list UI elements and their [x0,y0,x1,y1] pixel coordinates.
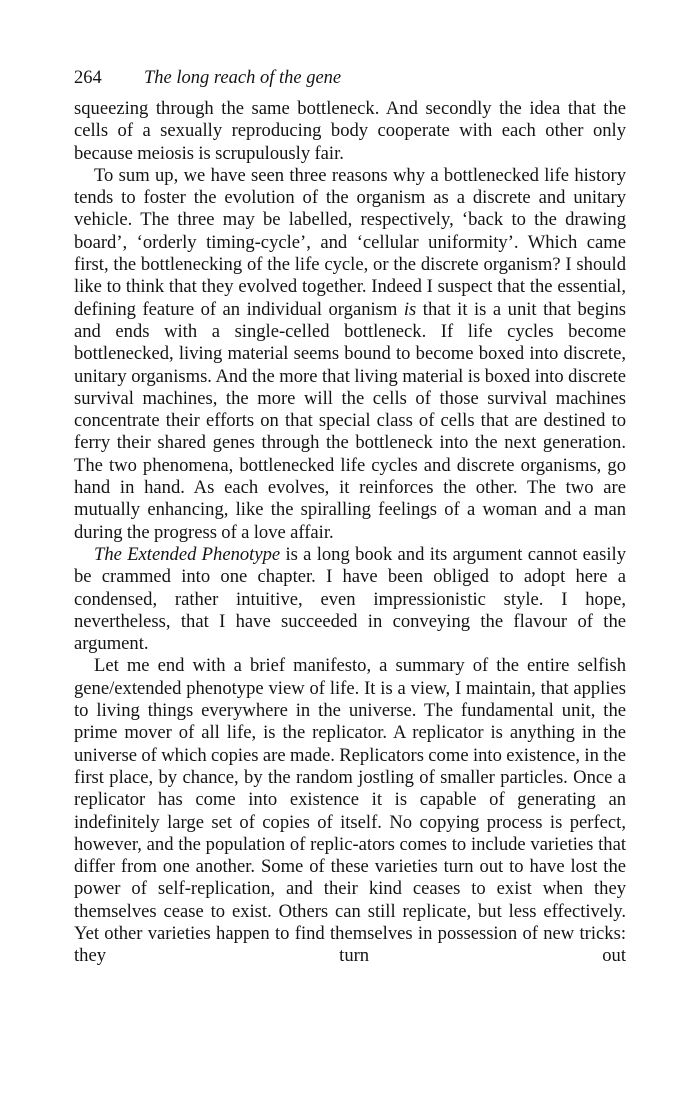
paragraph-text: squeezing through the same bottleneck. And secondly the idea that the cells of a sexually reproducing body cooperate with each other only because meiosis is scrupulously fair. [74,98,626,164]
paragraph-3 [74,544,626,655]
paragraph-text: is a long book and its argument cannot easily be crammed into one chapter. I have been obliged to adopt here a condensed, rather intuitive, even impressionistic style. I hope, nevertheless, that I have succeeded in conveying the flavour of the argument. [74,543,626,655]
paragraph-text: that it is a unit that begins and ends with a single-celled bottleneck. If life cycles become bottlenecked, living material seems bound to become boxed into discrete, unitary organisms. And the more that living material is boxed into discrete survival machines, the more will the cells of those survival machines concentrate their efforts on that special class of cells that are destined to ferry their shared genes through the bottleneck into the next generation. The two phenomena, bottlenecked life cycles and discrete organisms, go hand in hand. As each evolves, it reinforces the other. The two are mutually enhancing, like the spiralling feelings of a woman and a man during the progress of a love affair. [74,298,626,543]
page-number: 264 [74,68,102,88]
paragraph-text: Let me end with a brief manifesto, a summary of the entire selfish gene/extended phenotype view of life. It is a view, I maintain, that applies to living things everywhere in the universe. The fundamental unit, the prime mover of all life, is the replicator. A replicator is anything in the universe of which copies are made. Replicators come into existence, in the first place, by chance, by the random jostling of smaller particles. Once a replicator has come into existence it is capable of generating an indefinitely large set of copies of itself. No copying process is perfect, however, and the population of replic-ators comes to include varieties that differ from one another. Some of these varieties turn out to have lost the power of self-replication, and their kind ceases to exist when they themselves cease to exist. Others can still replicate, but less effectively. Yet other varieties happen to find themselves in possession of new tricks: they turn out [74,655,626,967]
emphasis-is: is [403,298,417,320]
paragraph-2 [74,165,626,544]
running-header [74,64,626,92]
paragraph-text: To sum up, we have seen three reasons why a bottlenecked life history tends to foster the evolution of the organism as a discrete and unitary vehicle. The three may be labelled, respectively, ‘back to the drawing board’, ‘orderly timing-cycle’, and ‘cellular uniformity’. Which came first, the bottlenecking of the life cycle, or the discrete organism? I should like to think that they evolved together. Indeed I suspect that the essential, defining feature of an individual organism [74,164,626,320]
book-title: The Extended Phenotype [94,543,281,565]
paragraph-1 [74,98,626,165]
paragraph-4 [74,655,626,967]
book-page [74,64,626,968]
running-title: The long reach of the gene [144,68,342,88]
